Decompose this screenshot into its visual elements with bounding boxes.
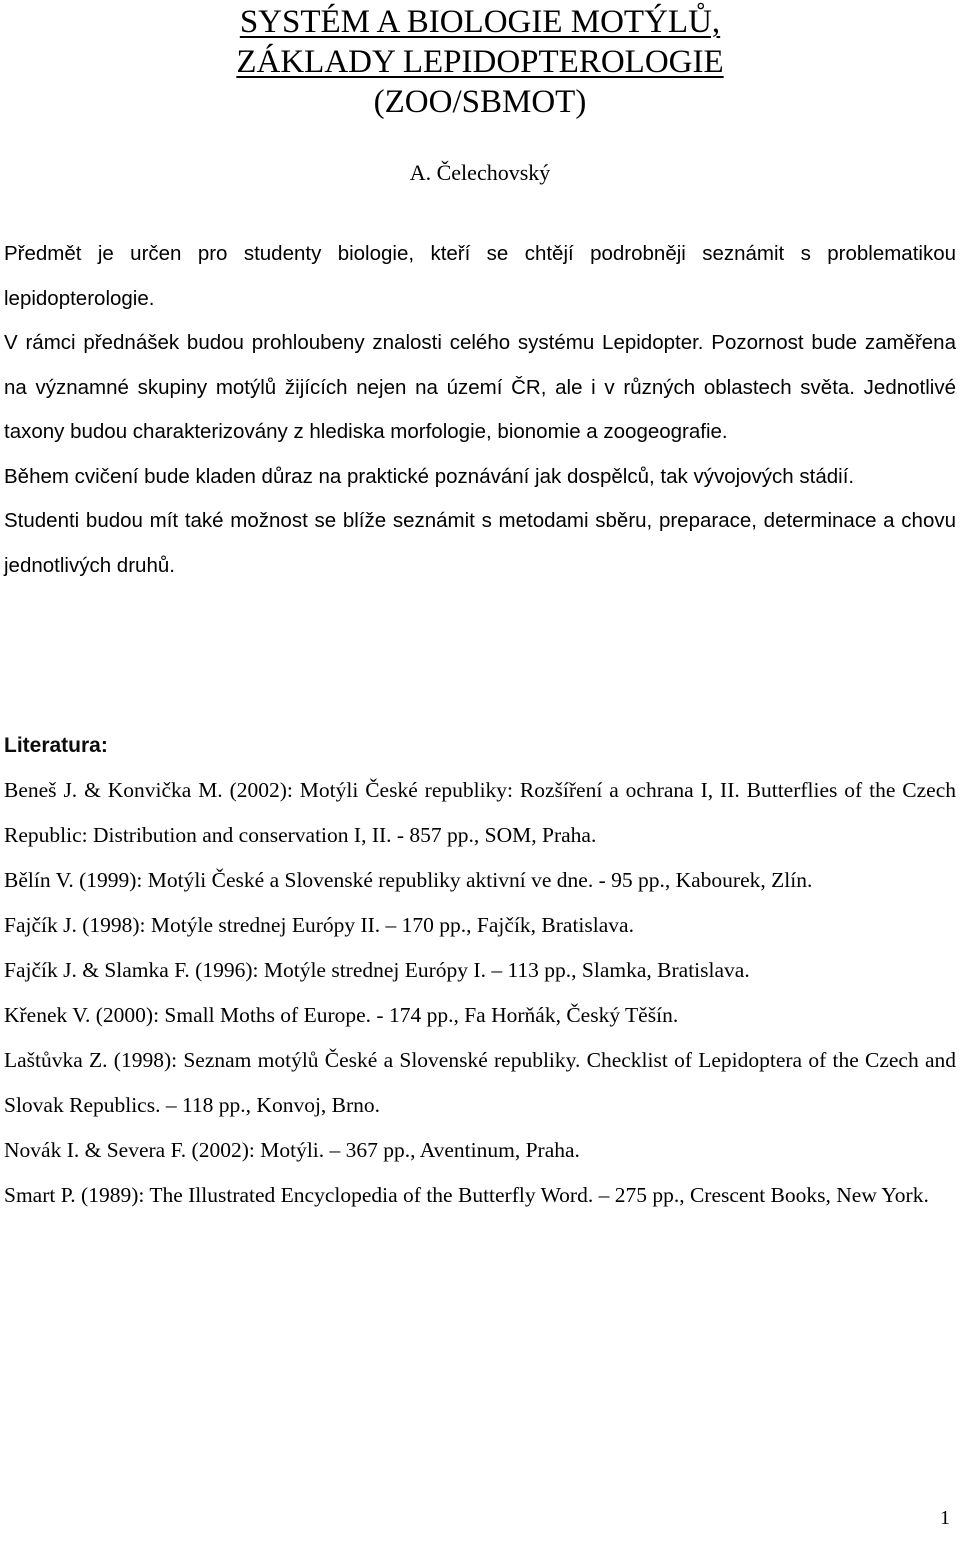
reference-item: Novák I. & Severa F. (2002): Motýli. – 367 pp., Aventinum, Praha.	[4, 1138, 580, 1162]
reference-item: Fajčík J. (1998): Motýle strednej Európy II. – 170 pp., Fajčík, Bratislava.	[4, 913, 634, 937]
reference-item: Fajčík J. & Slamka F. (1996): Motýle strednej Európy I. – 113 pp., Slamka, Bratislava.	[4, 958, 750, 982]
literature-heading: Literatura:	[4, 734, 108, 757]
description-paragraph: Během cvičení bude kladen důraz na praktické poznávání jak dospělců, tak vývojových stádií.	[4, 464, 855, 488]
page-number: 1	[940, 1507, 950, 1529]
reference-item: Bělín V. (1999): Motýli České a Slovenské republiky aktivní ve dne. - 95 pp., Kabourek, Zlín.	[4, 868, 813, 892]
course-description	[4, 232, 956, 588]
reference-list	[4, 768, 956, 1218]
reference-item: Beneš J. & Konvička M. (2002): Motýli České republiky: Rozšíření a ochrana I, II. Butterflies of the Czech Republic: Distribution and conservation I, II. - 857 pp., SOM, Praha.	[4, 778, 956, 847]
description-paragraph: Předmět je určen pro studenty biologie, kteří se chtějí podrobněji seznámit s problematikou lepidopterologie.	[4, 242, 956, 310]
title-line-2: ZÁKLADY LEPIDOPTEROLOGIE	[236, 44, 724, 80]
reference-item: Laštůvka Z. (1998): Seznam motýlů České a Slovenské republiky. Checklist of Lepidoptera of the Czech and Slovak Republics. – 118 pp., Konvoj, Brno.	[4, 1048, 956, 1117]
document-title	[0, 2, 960, 122]
title-line-1: SYSTÉM A BIOLOGIE MOTÝLŮ,	[239, 4, 721, 40]
reference-item: Smart P. (1989): The Illustrated Encyclopedia of the Butterfly Word. – 275 pp., Crescent Books, New York.	[4, 1183, 929, 1207]
description-paragraph: Studenti budou mít také možnost se blíže seznámit s metodami sběru, preparace, determinace a chovu jednotlivých druhů.	[4, 509, 956, 577]
author: A. Čelechovský	[409, 160, 551, 185]
title-line-3: (ZOO/SBMOT)	[373, 84, 587, 120]
reference-item: Křenek V. (2000): Small Moths of Europe. - 174 pp., Fa Horňák, Český Těšín.	[4, 1003, 679, 1027]
description-paragraph: V rámci přednášek budou prohloubeny znalosti celého systému Lepidopter. Pozornost bude zaměřena na významné skupiny motýlů žijících nejen na území ČR, ale i v různých oblastech světa. Jednotlivé taxony budou charakterizovány z hlediska morfologie, bionomie a zoogeografie.	[4, 331, 956, 443]
